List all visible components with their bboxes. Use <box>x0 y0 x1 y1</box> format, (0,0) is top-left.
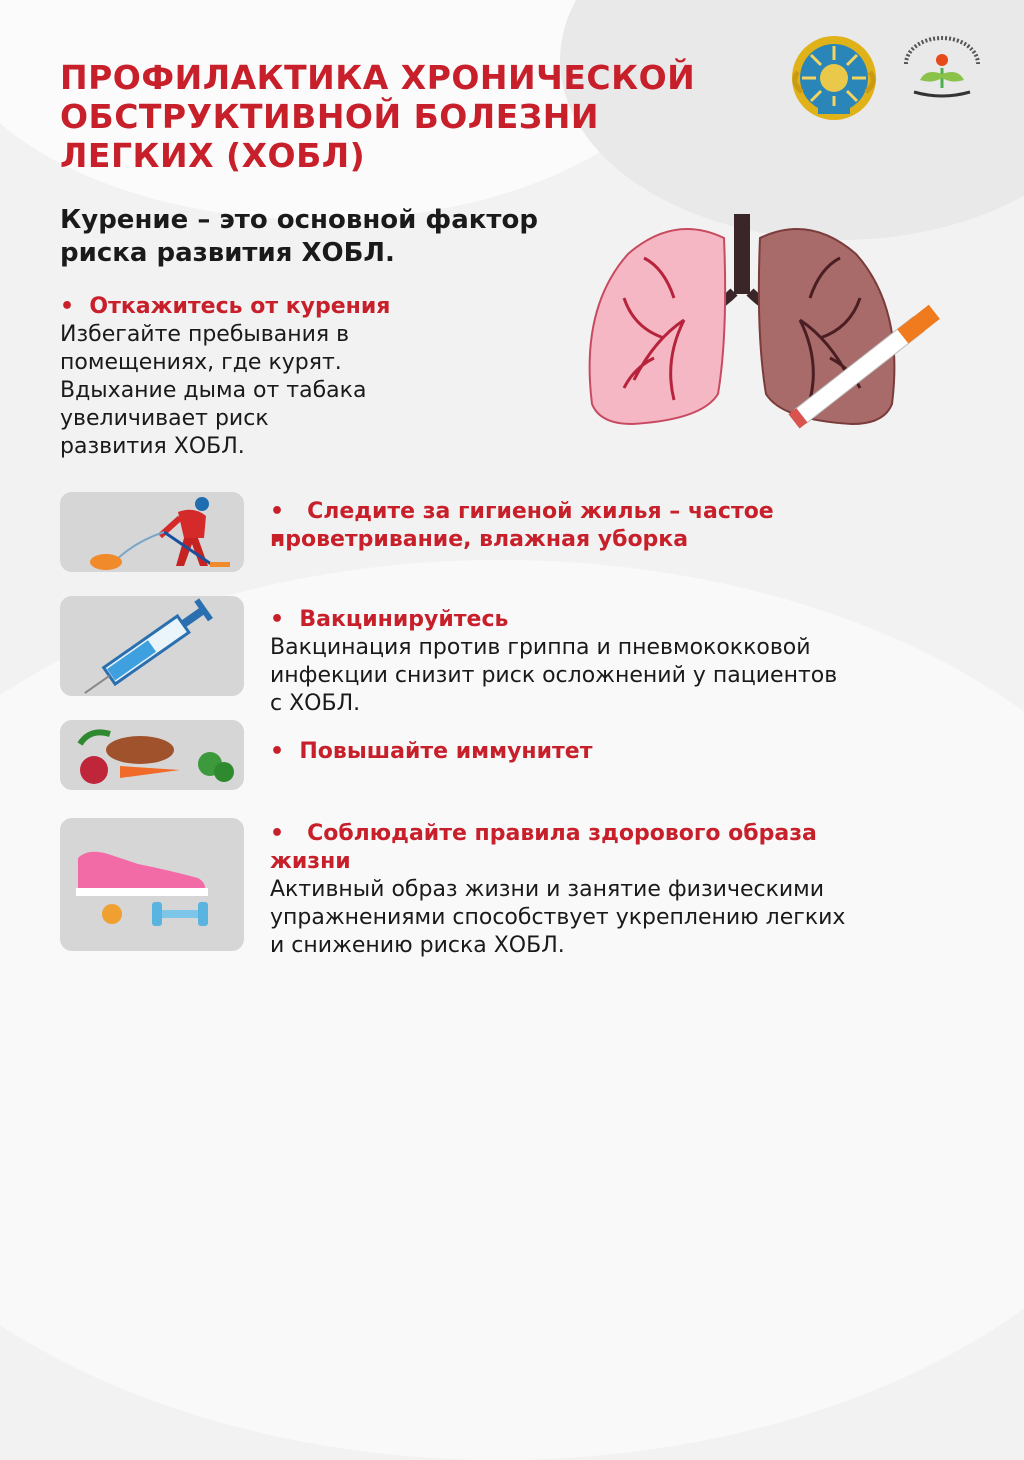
hygiene-image <box>60 492 244 572</box>
org-logo-icon <box>892 30 992 110</box>
section-lifestyle <box>270 820 990 960</box>
section-immunity <box>270 738 990 766</box>
sneaker-dumbbell-icon <box>60 818 244 951</box>
title-line-1: ПРОФИЛАКТИКА ХРОНИЧЕСКОЙ <box>60 58 696 97</box>
hygiene-heading-line-1: Следите за гигиеной жилья – частое <box>307 499 774 524</box>
vaccine-line: Вакцинация против гриппа и пневмококковой <box>270 635 811 660</box>
subtitle <box>60 204 640 270</box>
smoking-line: увеличивает риск <box>60 406 269 431</box>
lifestyle-line: и снижению риска ХОБЛ. <box>270 933 565 958</box>
lifestyle-heading-line-2: жизни <box>270 849 351 874</box>
hygiene-heading-line-2 <box>270 526 688 554</box>
lifestyle-text <box>270 876 990 960</box>
hygiene-heading <box>270 498 990 526</box>
vaccine-line: инфекции снизит риск осложнений у пациентов <box>270 663 838 688</box>
subtitle-line-1: Курение – это основной фактор <box>60 205 538 235</box>
section-vaccine <box>270 606 990 718</box>
immunity-heading: • Повышайте иммунитет <box>270 738 990 766</box>
lifestyle-heading-line-1: Соблюдайте правила здорового образа <box>307 821 817 846</box>
title-line-3: ЛЕГКИХ (ХОБЛ) <box>60 136 366 175</box>
lifestyle-heading <box>270 820 990 848</box>
vaccine-text <box>270 634 990 718</box>
subtitle-line-2: риска развития ХОБЛ. <box>60 238 395 268</box>
smoking-line: развития ХОБЛ. <box>60 434 245 459</box>
smoking-text <box>60 321 500 461</box>
lungs-cigarette-icon <box>584 208 964 448</box>
hygiene-heading-line-2-text: проветривание, влажная уборка <box>270 527 689 552</box>
state-emblem-icon <box>788 32 880 124</box>
vaccine-line: с ХОБЛ. <box>270 691 361 716</box>
syringe-icon <box>60 596 244 696</box>
lifestyle-line: Активный образ жизни и занятие физическими <box>270 877 825 902</box>
title-line-2: ОБСТРУКТИВНОЙ БОЛЕЗНИ <box>60 97 599 136</box>
vaccine-heading: • Вакцинируйтесь <box>270 606 990 634</box>
lifestyle-image <box>60 818 244 951</box>
section-smoking <box>60 293 500 461</box>
vegetables-icon <box>60 720 244 790</box>
vacuum-person-icon <box>60 492 244 572</box>
smoking-line: помещениях, где курят. <box>60 350 342 375</box>
lifestyle-line: упражнениями способствует укреплению легких <box>270 905 846 930</box>
smoking-line: Вдыхание дыма от табака <box>60 378 367 403</box>
smoking-heading: • Откажитесь от курения <box>60 293 500 321</box>
page-title <box>60 58 780 175</box>
immunity-image <box>60 720 244 790</box>
vaccine-image <box>60 596 244 696</box>
smoking-line: Избегайте пребывания в <box>60 322 350 347</box>
